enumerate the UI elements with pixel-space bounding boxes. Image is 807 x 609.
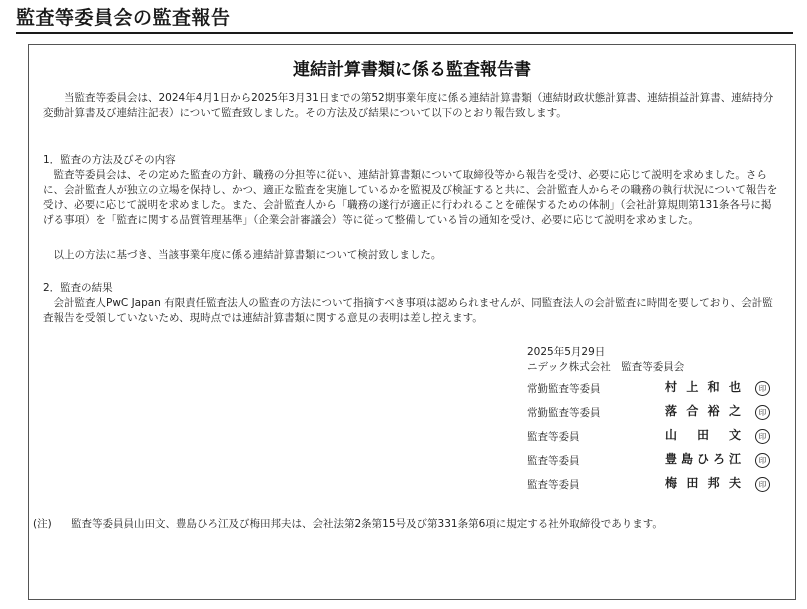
member-title: 監査等委員 bbox=[527, 479, 580, 491]
member-name-char: 田 bbox=[686, 476, 699, 490]
member-title: 監査等委員 bbox=[527, 431, 580, 443]
member-name-char: 邦 bbox=[707, 476, 720, 490]
member-title: 常勤監査等委員 bbox=[527, 407, 601, 419]
intro-paragraph: 当監査等委員会は、2024年4月1日から2025年3月31日までの第52期事業年度に係る連結計算書類（連結財政状態計算書、連結損益計算書、連結持分変動計算書及び連結注記表）について監査致しました。その方法及び結果について以下のとおり報告致します。 bbox=[43, 92, 774, 119]
signature-row bbox=[527, 378, 777, 402]
member-name-char: 夫 bbox=[728, 476, 741, 490]
section1-conclusion: 以上の方法に基づき、当該事業年度に係る連結計算書類について検討致しました。 bbox=[53, 249, 442, 261]
member-name-char: 裕 bbox=[707, 404, 720, 418]
member-name-char: 山 bbox=[665, 428, 678, 442]
seal-icon: 印 bbox=[755, 381, 770, 396]
member-name-char: 之 bbox=[728, 404, 741, 418]
document-title: 連結計算書類に係る監査報告書 bbox=[293, 60, 531, 80]
member-name-char: 也 bbox=[728, 380, 741, 394]
member-name-char: 島 bbox=[680, 452, 693, 466]
member-name-char: 文 bbox=[728, 428, 741, 442]
member-name-char: 田 bbox=[696, 428, 709, 442]
signature-members bbox=[527, 378, 777, 498]
member-title: 監査等委員 bbox=[527, 455, 580, 467]
signature-row bbox=[527, 402, 777, 426]
page-heading: 監査等委員会の監査報告 bbox=[16, 7, 231, 29]
footnote-text: 監査等委員員山田文、豊島ひろ江及び梅田邦夫は、会社法第2条第15号及び第331条第6項に規定する社外取締役であります。 bbox=[71, 518, 663, 530]
footnote-label: (注) bbox=[33, 518, 52, 530]
member-name bbox=[665, 380, 741, 395]
member-name-char: ろ bbox=[712, 452, 725, 466]
section2-heading: 2．監査の結果 bbox=[43, 282, 113, 294]
seal-icon: 印 bbox=[755, 477, 770, 492]
member-name bbox=[665, 476, 741, 491]
signature-date: 2025年5月29日 bbox=[527, 346, 606, 358]
footnote bbox=[33, 517, 793, 532]
signature-block bbox=[527, 345, 777, 498]
member-name bbox=[665, 428, 741, 443]
member-name-char: 合 bbox=[686, 404, 699, 418]
member-name-char: 江 bbox=[728, 452, 741, 466]
signature-row bbox=[527, 474, 777, 498]
member-name-char: 和 bbox=[707, 380, 720, 394]
member-name bbox=[665, 404, 741, 419]
signature-company: ニデック株式会社 監査等委員会 bbox=[527, 361, 685, 373]
section1-heading: 1．監査の方法及びその内容 bbox=[43, 154, 176, 166]
seal-icon: 印 bbox=[755, 405, 770, 420]
audit-report-frame bbox=[28, 44, 796, 600]
member-name-char: ひ bbox=[696, 452, 709, 466]
member-name bbox=[665, 452, 741, 467]
heading-underline bbox=[16, 32, 793, 34]
member-name-char: 梅 bbox=[665, 476, 678, 490]
section1-body: 監査等委員会は、その定めた監査の方針、職務の分担等に従い、連結計算書類について取締役等から報告を受け、必要に応じて説明を求めました。さらに、会計監査人が独立の立場を保持し、かつ、適正な監査を実施しているかを監視及び検証すると共に、会計監査人からその職務の執行状況について報告を受け、必要に応じて説明を求めました。また、会計監査人から「職務の遂行が適正に行われることを確保するための体制」（会社計算規則第131条各号に掲げる事項）を「監査に関する品質管理基準」（企業会計審議会）等に従って整備している旨の通知を受け、必要に応じて説明を求めました。 bbox=[43, 169, 778, 226]
signature-row bbox=[527, 450, 777, 474]
seal-icon: 印 bbox=[755, 429, 770, 444]
section2-body: 会計監査人PwC Japan 有限責任監査法人の監査の方法について指摘すべき事項は認められませんが、同監査法人の会計監査に時間を要しており、会計監査報告を受領していないため、現時点では連結計算書類に関する意見の表明は差し控えます。 bbox=[43, 297, 773, 324]
member-name-char: 上 bbox=[686, 380, 699, 394]
signature-row bbox=[527, 426, 777, 450]
member-name-char: 豊 bbox=[665, 452, 678, 466]
member-name-char: 落 bbox=[665, 404, 678, 418]
member-title: 常勤監査等委員 bbox=[527, 383, 601, 395]
seal-icon: 印 bbox=[755, 453, 770, 468]
member-name-char: 村 bbox=[665, 380, 678, 394]
